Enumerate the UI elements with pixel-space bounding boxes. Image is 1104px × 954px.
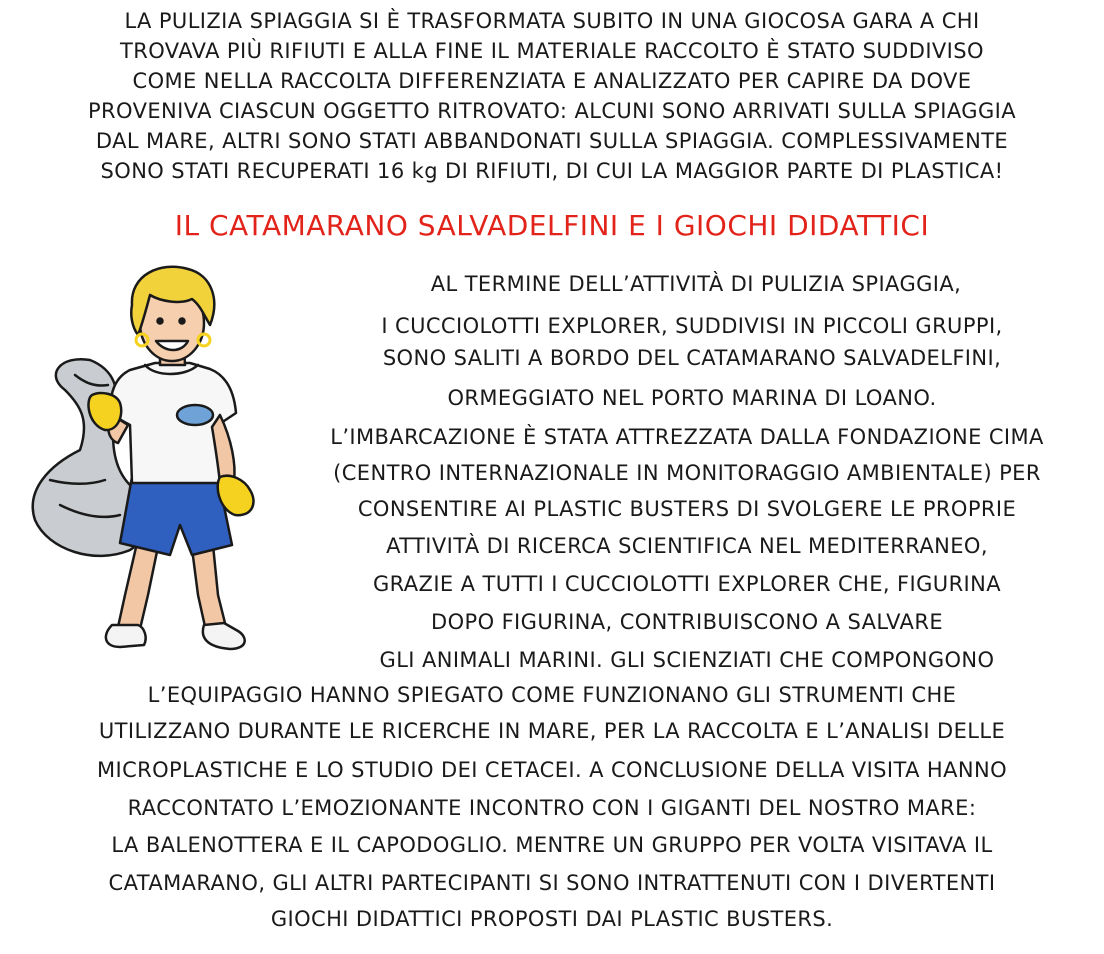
intro-line: COME NELLA RACCOLTA DIFFERENZIATA E ANALIZZATO PER CAPIRE DA DOVE: [132, 69, 972, 93]
intro-line: PROVENIVA CIASCUN OGGETTO RITROVATO: ALCUNI SONO ARRIVATI SULLA SPIAGGIA: [87, 99, 1017, 123]
body-line: GRAZIE A TUTTI I CUCCIOLOTTI EXPLORER CHE, FIGURINA: [372, 572, 1002, 596]
body-line: ORMEGGIATO NEL PORTO MARINA DI LOANO.: [447, 386, 937, 410]
body-line: GLI ANIMALI MARINI. GLI SCIENZIATI CHE COMPONGONO: [379, 648, 995, 672]
girl-with-trash-bag-icon: [20, 265, 275, 670]
body-line: L’EQUIPAGGIO HANNO SPIEGATO COME FUNZIONANO GLI STRUMENTI CHE: [147, 683, 957, 707]
body-line: LA BALENOTTERA E IL CAPODOGLIO. MENTRE UN GRUPPO PER VOLTA VISITAVA IL: [111, 833, 993, 857]
body-line: UTILIZZANO DURANTE LE RICERCHE IN MARE, PER LA RACCOLTA E L’ANALISI DELLE: [98, 719, 1006, 743]
intro-line: DAL MARE, ALTRI SONO STATI ABBANDONATI SULLA SPIAGGIA. COMPLESSIVAMENTE: [95, 129, 1009, 153]
intro-line: TROVAVA PIÙ RIFIUTI E ALLA FINE IL MATERIALE RACCOLTO È STATO SUDDIVISO: [120, 39, 984, 63]
body-line: CATAMARANO, GLI ALTRI PARTECIPANTI SI SONO INTRATTENUTI CON I DIVERTENTI: [108, 871, 996, 895]
section-title: IL CATAMARANO SALVADELFINI E I GIOCHI DIDATTICI: [174, 209, 930, 242]
body-line: GIOCHI DIDATTICI PROPOSTI DAI PLASTIC BUSTERS.: [270, 907, 834, 931]
body-line: (CENTRO INTERNAZIONALE IN MONITORAGGIO AMBIENTALE) PER: [333, 461, 1041, 485]
body-line: DOPO FIGURINA, CONTRIBUISCONO A SALVARE: [431, 610, 943, 634]
body-line: RACCONTATO L’EMOZIONANTE INCONTRO CON I GIGANTI DEL NOSTRO MARE:: [127, 796, 977, 820]
body-line: I CUCCIOLOTTI EXPLORER, SUDDIVISI IN PICCOLI GRUPPI,: [381, 314, 1003, 338]
intro-line: LA PULIZIA SPIAGGIA SI È TRASFORMATA SUBITO IN UNA GIOCOSA GARA A CHI: [124, 9, 980, 33]
intro-line: SONO STATI RECUPERATI 16 kg DI RIFIUTI, DI CUI LA MAGGIOR PARTE DI PLASTICA!: [100, 159, 1004, 183]
body-line: ATTIVITÀ DI RICERCA SCIENTIFICA NEL MEDITERRANEO,: [386, 534, 988, 558]
body-line: MICROPLASTICHE E LO STUDIO DEI CETACEI. A CONCLUSIONE DELLA VISITA HANNO: [96, 758, 1008, 782]
body-line: L’IMBARCAZIONE È STATA ATTREZZATA DALLA FONDAZIONE CIMA: [330, 425, 1044, 449]
body-line: AL TERMINE DELL’ATTIVITÀ DI PULIZIA SPIAGGIA,: [430, 272, 962, 296]
body-line: CONSENTIRE AI PLASTIC BUSTERS DI SVOLGERE LE PROPRIE: [357, 497, 1017, 521]
body-line: SONO SALITI A BORDO DEL CATAMARANO SALVADELFINI,: [382, 346, 1002, 370]
